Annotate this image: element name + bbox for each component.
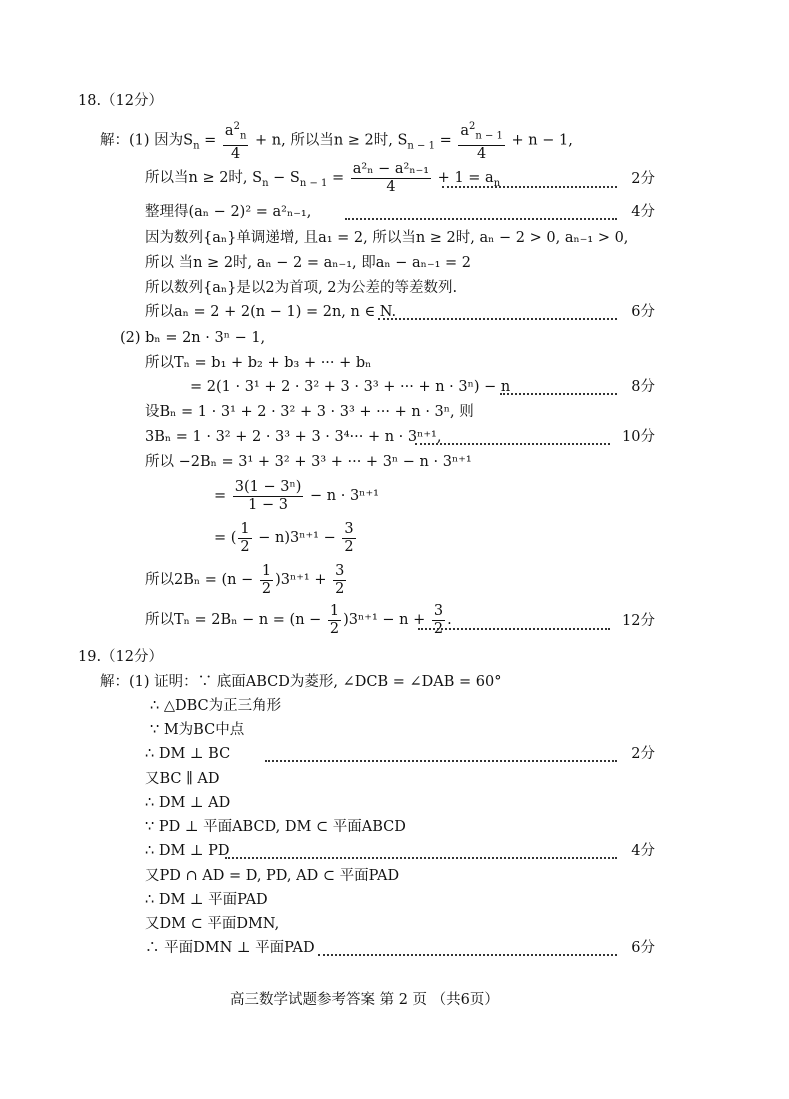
q19-score-4: 2分: [631, 746, 655, 762]
q18-l17-f1-den: 2: [329, 620, 340, 637]
q18-line-9: 所以Tₙ = b₁ + b₂ + b₃ + ··· + bₙ: [145, 355, 372, 371]
q18-l1-fraction-1: [223, 118, 248, 163]
q18-l1-f1-num: a: [224, 122, 234, 139]
q18-l2-a-eq: =: [327, 170, 349, 186]
q18-line-1: [100, 118, 573, 164]
q19-line-11: 又DM ⊂ 平面DMN,: [145, 916, 280, 932]
q18-l1-b: + n, 所以当n ≥ 2时, S: [250, 132, 408, 149]
q18-l17-fraction-2: [432, 603, 445, 638]
q18-line-12: 3Bₙ = 1 · 3² + 2 · 3³ + 3 · 3⁴··· + n · 3ⁿ⁺¹,: [145, 429, 442, 445]
q18-l1-a-sub: n: [193, 140, 200, 152]
q18-l17-post: .: [447, 612, 452, 628]
q18-line-4: 因为数列{aₙ}单调递增, 且a₁ = 2, 所以当n ≥ 2时, aₙ − 2 > 0, aₙ₋₁ > 0,: [145, 230, 629, 246]
q19-line-2: ∴ △DBC为正三角形: [150, 698, 282, 714]
q18-line-17: [145, 602, 452, 638]
q18-line-3: 整理得(aₙ − 2)² = a²ₙ₋₁,: [145, 204, 312, 220]
q18-score-2: 2分: [631, 171, 655, 187]
q18-line-6: 所以数列{aₙ}是以2为首项, 2为公差的等差数列.: [145, 280, 458, 296]
q18-line-5: 所以 当n ≥ 2时, aₙ − 2 = aₙ₋₁, 即aₙ − aₙ₋₁ = 2: [145, 255, 472, 271]
q18-l2-a-sub2: n − 1: [299, 177, 328, 189]
q18-l1-f2-num: a: [460, 122, 469, 139]
q18-l1-fraction-2: [458, 118, 505, 163]
q18-l16-mid: )3ⁿ⁺¹ +: [275, 572, 332, 588]
q18-line-8: (2) bₙ = 2n · 3ⁿ − 1,: [120, 330, 266, 346]
q18-l16-f2-den: 2: [335, 580, 345, 597]
q18-l1-f1-num-sup: 2: [233, 121, 240, 132]
q18-l2-b-sub: n: [493, 177, 501, 189]
q18-l16-f1-den: 2: [261, 580, 272, 597]
q18-score-10: 8分: [631, 379, 655, 395]
q18-l15-fraction-1: [238, 521, 251, 556]
q18-l14-f-den: 1 − 3: [248, 496, 288, 513]
q18-l16-f2-num: 3: [335, 562, 345, 579]
q19-line-9: 又PD ∩ AD = D, PD, AD ⊂ 平面PAD: [145, 868, 400, 884]
q18-l14-pre: =: [214, 488, 231, 504]
q19-line-5: 又BC ∥ AD: [145, 771, 220, 787]
q19-header: 19.（12分）: [78, 649, 164, 665]
q19-line-6: ∴ DM ⊥ AD: [145, 795, 231, 811]
q18-l16-fraction-2: [333, 563, 346, 598]
q18-l1-a: 解：(1) 因为S: [100, 132, 194, 149]
q19-l8-leader: [225, 857, 617, 859]
q18-l17-f2-den: 2: [433, 620, 444, 637]
q18-l17-leader: [418, 628, 610, 630]
q18-line-15: [214, 520, 358, 556]
q18-l17-mid: )3ⁿ⁺¹ − n +: [343, 612, 430, 628]
q18-l2-f-den: 4: [386, 178, 396, 195]
q18-l3-leader: [345, 218, 617, 220]
q19-line-10: ∴ DM ⊥ 平面PAD: [145, 892, 268, 908]
q18-l17-f1-num: 1: [329, 602, 340, 619]
q18-header: 18.（12分）: [78, 93, 164, 109]
q18-l1-b-eq: =: [434, 132, 457, 149]
q18-l1-f2-num-sup: 2: [469, 121, 476, 132]
q18-l15-mid: − n)3ⁿ⁺¹ −: [253, 530, 341, 546]
q19-line-7: ∵ PD ⊥ 平面ABCD, DM ⊂ 平面ABCD: [145, 819, 406, 835]
q18-line-14: [214, 478, 379, 514]
q18-l2-a: 所以当n ≥ 2时, S: [145, 170, 263, 186]
q19-line-12: ∴ 平面DMN ⊥ 平面PAD: [145, 940, 315, 956]
q18-l15-pre: = (: [214, 530, 237, 546]
q18-score-12: 10分: [622, 429, 655, 445]
q18-line-11: 设Bₙ = 1 · 3¹ + 2 · 3² + 3 · 3³ + ··· + n · 3ⁿ, 则: [145, 404, 474, 420]
q18-l16-fraction-1: [260, 563, 273, 598]
q18-l2-leader: [442, 186, 617, 188]
q18-l1-f2-den: 4: [477, 145, 487, 162]
q18-line-10: = 2(1 · 3¹ + 2 · 3² + 3 · 3³ + ··· + n · 3ⁿ) − n: [190, 379, 511, 395]
q18-l15-f2-den: 2: [344, 538, 354, 555]
q19-l12-leader: [318, 954, 617, 956]
q18-l15-fraction-2: [342, 521, 355, 556]
q19-line-4: ∴ DM ⊥ BC: [145, 746, 231, 762]
q18-line-2: [145, 160, 500, 202]
q18-line-16: [145, 562, 348, 598]
q18-l2-b: + 1 = a: [433, 170, 494, 186]
q18-l14-f-num: 3(1 − 3ⁿ): [234, 478, 302, 495]
q18-l16-f1-num: 1: [261, 562, 272, 579]
q18-line-7: 所以aₙ = 2 + 2(n − 1) = 2n, n ∈ N.: [145, 304, 397, 320]
q19-line-3: ∵ M为BC中点: [150, 722, 245, 738]
q18-l17-fraction-1: [328, 603, 341, 638]
q18-l17-f2-num: 3: [433, 602, 444, 619]
q18-l16-pre: 所以2Bₙ = (n −: [145, 572, 258, 588]
q18-score-3: 4分: [631, 204, 655, 220]
q18-l17-pre: 所以Tₙ = 2Bₙ − n = (n −: [145, 612, 326, 628]
q18-line-13: 所以 −2Bₙ = 3¹ + 3² + 3³ + ··· + 3ⁿ − n · 3ⁿ⁺¹: [145, 454, 472, 470]
q18-l10-leader: [500, 393, 617, 395]
q18-l1-a-eq: =: [199, 132, 221, 149]
q18-score-7: 6分: [631, 304, 655, 320]
q19-score-8: 4分: [631, 843, 655, 859]
q18-l1-f1-num-sub: n: [239, 130, 247, 142]
q18-l14-fraction: [233, 479, 304, 514]
q18-l12-leader: [415, 443, 610, 445]
q18-score-17: 12分: [622, 613, 655, 629]
q19-line-8: ∴ DM ⊥ PD: [145, 843, 230, 859]
q18-l1-c: + n − 1,: [506, 132, 573, 149]
q18-l2-a-mid: − S: [268, 170, 300, 186]
q18-l2-fraction: [351, 161, 431, 196]
q18-l1-f2-num-sub: n − 1: [475, 130, 503, 142]
q18-l15-f1-den: 2: [240, 538, 250, 555]
q18-l15-f1-num: 1: [240, 520, 250, 537]
q19-l4-leader: [265, 760, 617, 762]
q19-score-12: 6分: [631, 940, 655, 956]
page-footer: 高三数学试题参考答案 第 2 页 （共6页）: [230, 992, 499, 1008]
q18-l2-a-sub1: n: [262, 177, 269, 189]
q18-l1-f1-den: 4: [231, 145, 241, 162]
q18-l14-post: − n · 3ⁿ⁺¹: [305, 488, 379, 504]
q18-l2-f-num: a²ₙ − a²ₙ₋₁: [352, 160, 430, 177]
q18-l15-f2-num: 3: [344, 520, 354, 537]
q18-l7-leader: [378, 318, 617, 320]
q18-l1-b-sub: n − 1: [407, 140, 435, 152]
q19-line-1: 解：(1) 证明：∵ 底面ABCD为菱形, ∠DCB = ∠DAB = 60°: [100, 674, 502, 690]
